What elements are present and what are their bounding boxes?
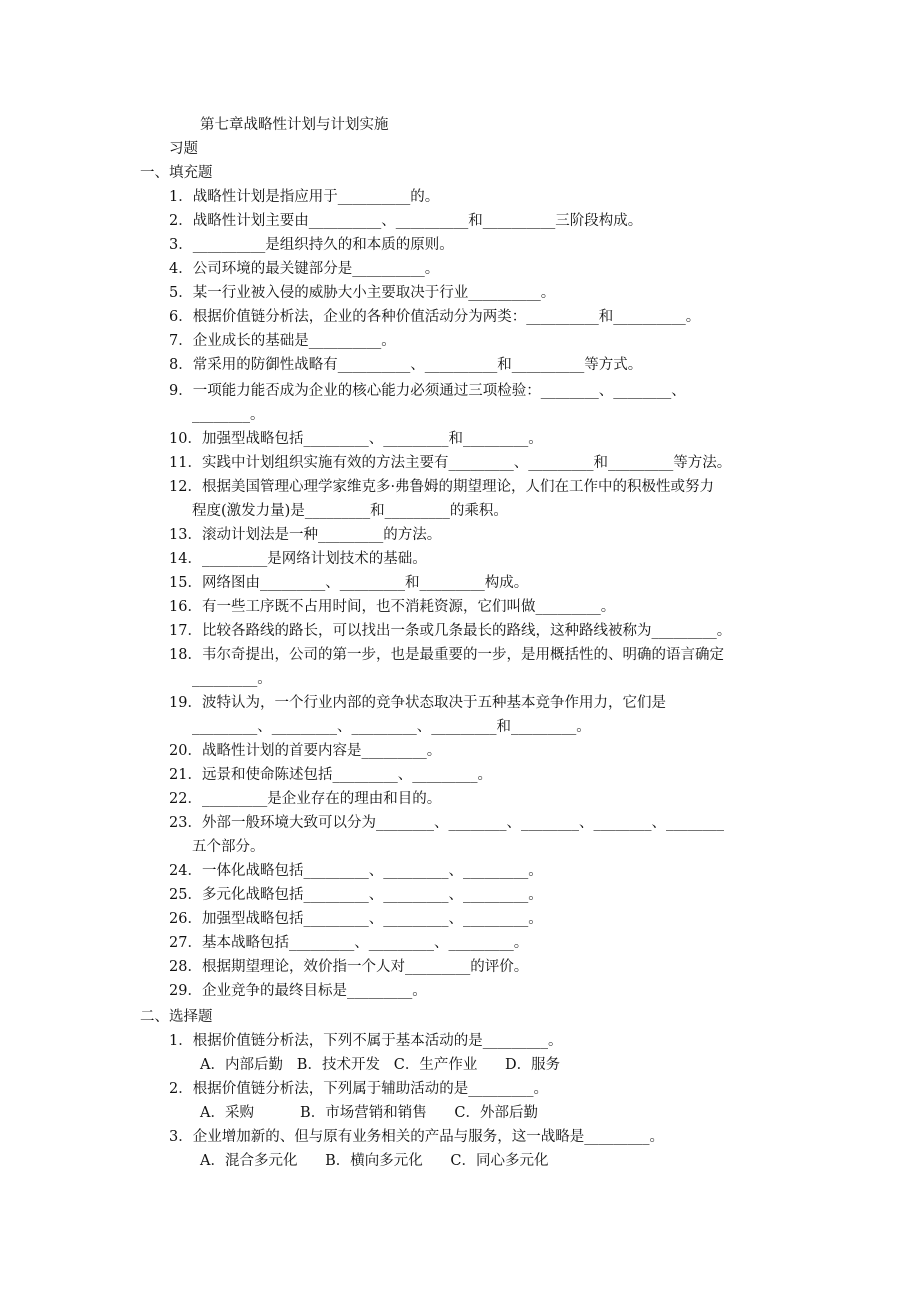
question-5: 5．某一行业被入侵的威胁大小主要取决于行业__________。 bbox=[169, 285, 556, 301]
question-15: 15．网络图由_________、_________和_________构成。 bbox=[169, 575, 529, 591]
question-13: 13．滚动计划法是一种_________的方法。 bbox=[169, 527, 442, 543]
question-24: 24．一体化战略包括_________、_________、_________。 bbox=[169, 863, 543, 879]
question-2: 2．战略性计划主要由__________、__________和__________三阶段构成。 bbox=[169, 213, 643, 229]
question-27: 27．基本战略包括_________、_________、_________。 bbox=[169, 935, 529, 951]
question-9: 9．一项能力能否成为企业的核心能力必须通过三项检验：________、________、 bbox=[169, 383, 686, 399]
question-6: 6．根据价值链分析法，企业的各种价值活动分为两类：__________和__________。 bbox=[169, 309, 701, 325]
section-heading-fill: 一、填充题 bbox=[140, 165, 213, 181]
question-14: 14．_________是网络计划技术的基础。 bbox=[169, 551, 427, 567]
question-11: 11．实践中计划组织实施有效的方法主要有_________、_________和_________等方法。 bbox=[169, 455, 732, 471]
question-18: 18．韦尔奇提出，公司的第一步，也是最重要的一步，是用概括性的、明确的语言确定 bbox=[169, 647, 724, 663]
question-23: 23．外部一般环境大致可以分为________、________、________、________、________ bbox=[169, 815, 724, 831]
choice-question-1: 1．根据价值链分析法，下列不属于基本活动的是_________。 bbox=[169, 1033, 563, 1049]
question-12: 12．根据美国管理心理学家维克多·弗鲁姆的期望理论，人们在工作中的积极性或努力 bbox=[169, 479, 715, 495]
question-19: 19．波特认为，一个行业内部的竞争状态取决于五种基本竞争作用力，它们是 bbox=[169, 695, 666, 711]
question-3: 3．__________是组织持久的和本质的原则。 bbox=[169, 237, 454, 253]
section-heading-choice: 二、选择题 bbox=[140, 1009, 213, 1025]
question-26: 26．加强型战略包括_________、_________、_________。 bbox=[169, 911, 543, 927]
page-subtitle: 习题 bbox=[169, 141, 198, 157]
question-8: 8．常采用的防御性战略有__________、__________和__________等方式。 bbox=[169, 357, 643, 373]
question-22: 22．_________是企业存在的理由和目的。 bbox=[169, 791, 442, 807]
question-10: 10．加强型战略包括_________、_________和_________。 bbox=[169, 431, 543, 447]
question-29: 29．企业竞争的最终目标是_________。 bbox=[169, 983, 427, 999]
question-18-continued: _________。 bbox=[192, 671, 272, 687]
question-4: 4．公司环境的最关键部分是__________。 bbox=[169, 261, 440, 277]
question-25: 25．多元化战略包括_________、_________、_________。 bbox=[169, 887, 543, 903]
choice-options-3: A．混合多元化 B．横向多元化 C．同心多元化 bbox=[200, 1153, 549, 1169]
question-1: 1．战略性计划是指应用于__________的。 bbox=[169, 189, 440, 205]
choice-options-2: A．采购 B．市场营销和销售 C．外部后勤 bbox=[200, 1105, 538, 1121]
question-28: 28．根据期望理论，效价指一个人对_________的评价。 bbox=[169, 959, 529, 975]
question-17: 17．比较各路线的路长，可以找出一条或几条最长的路线，这种路线被称为_________。 bbox=[169, 623, 732, 639]
question-9-continued: ________。 bbox=[192, 407, 265, 423]
question-7: 7．企业成长的基础是__________。 bbox=[169, 333, 396, 349]
question-21: 21．远景和使命陈述包括_________、_________。 bbox=[169, 767, 492, 783]
page-title: 第七章战略性计划与计划实施 bbox=[200, 117, 389, 133]
choice-question-3: 3．企业增加新的、但与原有业务相关的产品与服务，这一战略是_________。 bbox=[169, 1129, 664, 1145]
question-23-continued: 五个部分。 bbox=[192, 839, 265, 855]
question-20: 20．战略性计划的首要内容是_________。 bbox=[169, 743, 442, 759]
question-12-continued: 程度(激发力量)是_________和_________的乘积。 bbox=[192, 503, 508, 519]
choice-options-1: A．内部后勤 B．技术开发 C．生产作业 D．服务 bbox=[200, 1057, 561, 1073]
question-19-continued: _________、_________、_________、_________和_________。 bbox=[192, 719, 591, 735]
choice-question-2: 2．根据价值链分析法，下列属于辅助活动的是_________。 bbox=[169, 1081, 548, 1097]
question-16: 16．有一些工序既不占用时间，也不消耗资源，它们叫做_________。 bbox=[169, 599, 616, 615]
